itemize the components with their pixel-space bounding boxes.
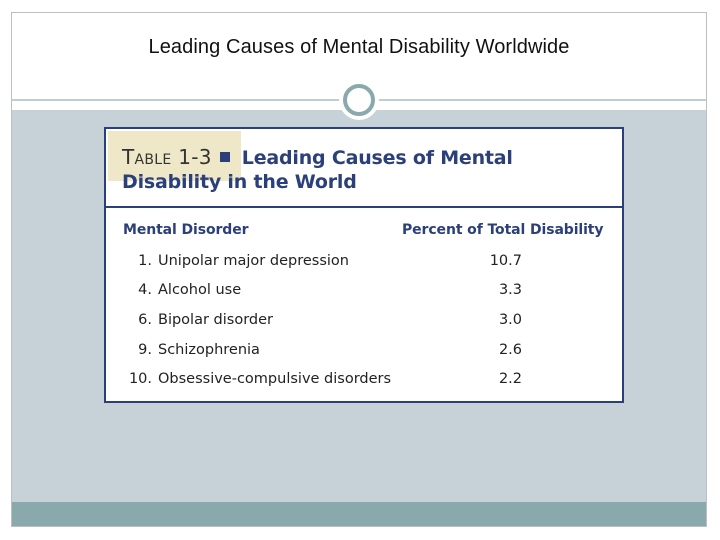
row-rank: 1.: [138, 253, 152, 269]
table-card: [104, 127, 624, 403]
column-header-percent: Percent of Total Disability: [402, 222, 604, 238]
square-bullet-icon: [220, 152, 230, 162]
row-percent: 3.0: [498, 312, 522, 328]
row-rank: 4.: [138, 282, 152, 298]
table-heading: Leading Causes of Mental Disability in the World: [122, 147, 513, 193]
row-rank: 6.: [138, 312, 152, 328]
column-header-disorder: Mental Disorder: [123, 222, 249, 238]
table-row: [106, 371, 622, 401]
row-disorder: Unipolar major depression: [158, 253, 349, 269]
table-row: [106, 312, 622, 342]
row-percent: 2.2: [498, 371, 522, 387]
row-percent: 10.7: [489, 253, 522, 269]
row-rank: 10.: [128, 371, 152, 387]
row-percent: 2.6: [498, 342, 522, 358]
ring-icon: [339, 80, 379, 120]
row-disorder: Bipolar disorder: [158, 312, 273, 328]
slide-title: Leading Causes of Mental Disability Worldwide: [148, 36, 570, 58]
row-percent: 3.3: [498, 282, 522, 298]
row-disorder: Obsessive-compulsive disorders: [158, 371, 392, 387]
row-rank: 9.: [138, 342, 152, 358]
row-disorder: Alcohol use: [158, 282, 242, 298]
table-row: [106, 282, 622, 312]
table-label: Table 1-3: [122, 145, 212, 169]
table-header: [122, 145, 612, 194]
row-disorder: Schizophrenia: [158, 342, 260, 358]
table-row: [106, 342, 622, 372]
header-divider: [106, 206, 622, 208]
table-row: [106, 253, 622, 283]
footer-band: [12, 502, 706, 526]
